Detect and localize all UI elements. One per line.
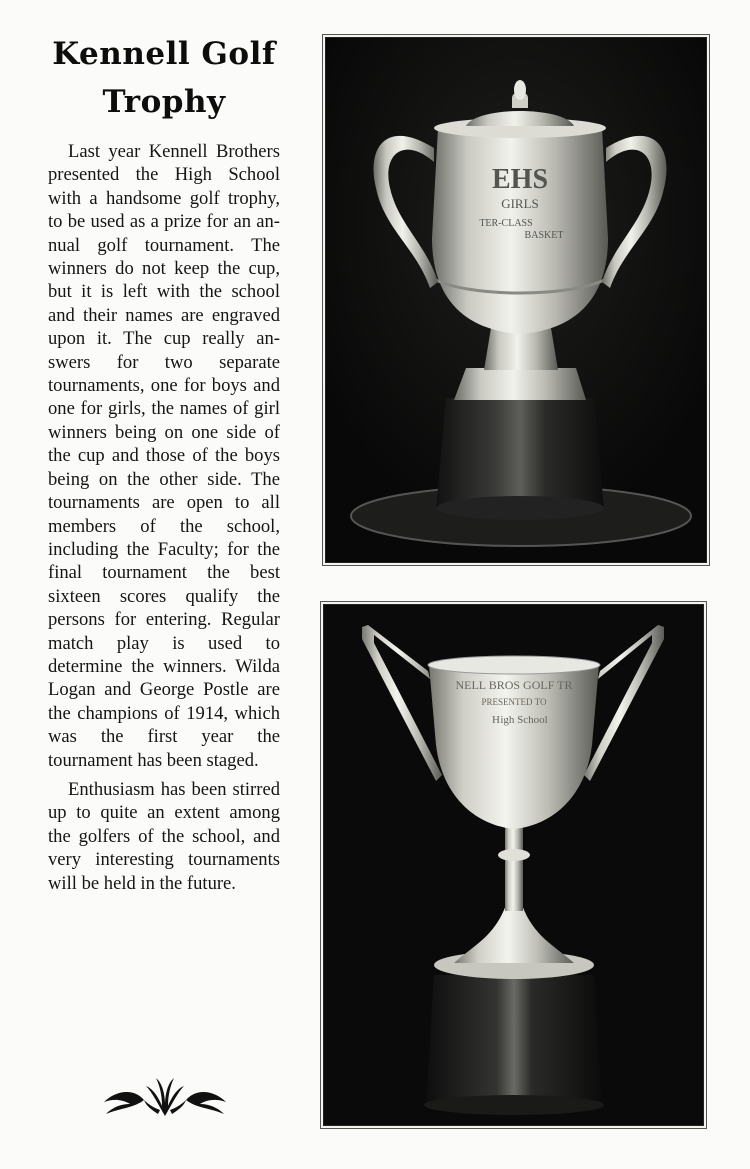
engraving-line-2: PRESENTED TO (481, 697, 547, 707)
engraving-line-4: igh School (500, 714, 548, 726)
ornate-trophy-photo (325, 37, 707, 563)
engraving-line-3: H (492, 714, 500, 726)
article-body (48, 140, 280, 895)
engraving-line-3: BASKET (524, 230, 564, 241)
engraving-line-1: GIRLS (501, 196, 539, 211)
title-line-1: Kennell Golf (52, 36, 276, 72)
article-paragraph-2: Enthusiasm has been stirred up to quite an extent among the golfers of the school, and very interesting tournaments will be held in the future. (48, 778, 280, 894)
article-title (48, 30, 280, 126)
article-paragraph-1: Last year Kennell Brothers presented the High School with a handsome golf trophy, to be used as a prize for an annual golf tournament. The winners do not keep the cup, but it is left with the school and their names are engraved upon it. The cup really answers for two separate tournaments, one for boys and one for girls, the names of girl winners being on one side of the cup and those of the boys being on the other side. The tournaments are open to all members of the school, including the Faculty; for the final tournament the best sixteen scores qualify the persons for entering. Regular match play is used to determine the winners. Wilda Logan and George Postle are the champions of 1914, which was the first year the tournament has been staged. (48, 141, 280, 771)
title-line-2: Trophy (102, 84, 226, 120)
engraving-line-1: NELL BROS GOLF TR (455, 678, 573, 692)
fleuron-ornament-icon (100, 1074, 230, 1120)
engraving-monogram: EHS (491, 164, 549, 195)
article-column (48, 30, 280, 895)
goblet-trophy-photo (323, 604, 704, 1126)
engraving-line-2: TER-CLASS (479, 218, 533, 229)
